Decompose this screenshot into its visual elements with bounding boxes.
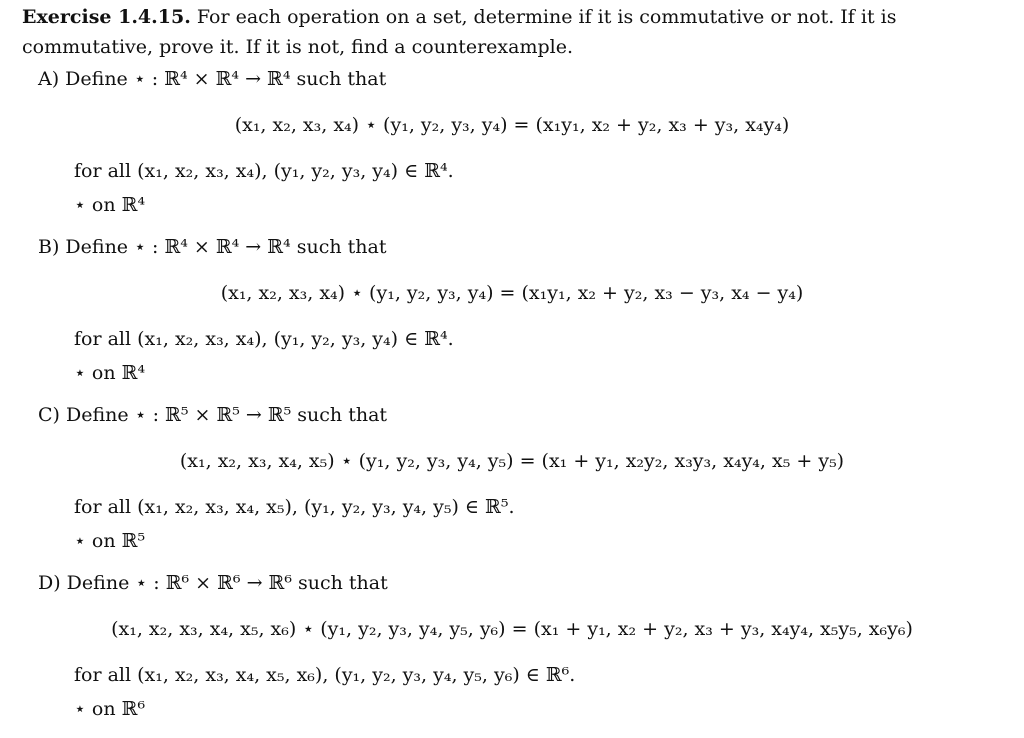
part-a-equation: (x₁, x₂, x₃, x₄) ⋆ (y₁, y₂, y₃, y₄) = (x₁y₁, x₂ + y₂, x₃ + y₃, x₄y₄) [234, 114, 790, 136]
part-d-domain: for all (x₁, x₂, x₃, x₄, x₅, x₆), (y₁, y₂, y₃, y₄, y₅, y₆) ∈ ℝ⁶. [74, 664, 576, 686]
part-c-definition: C) Define ⋆ : ℝ⁵ × ℝ⁵ → ℝ⁵ such that [38, 404, 388, 426]
part-c [0, 402, 1024, 570]
part-b-definition: B) Define ⋆ : ℝ⁴ × ℝ⁴ → ℝ⁴ such that [38, 236, 387, 258]
part-c-domain: for all (x₁, x₂, x₃, x₄, x₅), (y₁, y₂, y₃, y₄, y₅) ∈ ℝ⁵. [74, 496, 515, 518]
part-a-operation-set: ⋆ on ℝ⁴ [74, 194, 146, 216]
part-b-domain: for all (x₁, x₂, x₃, x₄), (y₁, y₂, y₃, y₄) ∈ ℝ⁴. [74, 328, 454, 350]
part-c-operation-set: ⋆ on ℝ⁵ [74, 530, 146, 552]
part-b-equation: (x₁, x₂, x₃, x₄) ⋆ (y₁, y₂, y₃, y₄) = (x₁y₁, x₂ + y₂, x₃ − y₃, x₄ − y₄) [220, 282, 804, 304]
part-c-equation: (x₁, x₂, x₃, x₄, x₅) ⋆ (y₁, y₂, y₃, y₄, y₅) = (x₁ + y₁, x₂y₂, x₃y₃, x₄y₄, x₅ + y₅) [179, 450, 845, 472]
part-d [0, 570, 1024, 738]
part-d-equation: (x₁, x₂, x₃, x₄, x₅, x₆) ⋆ (y₁, y₂, y₃, y₄, y₅, y₆) = (x₁ + y₁, x₂ + y₂, x₃ + y₃, x₄y₄, x₅y₅, x₆y₆) [111, 618, 913, 640]
exercise-intro [22, 2, 1020, 62]
exercise-label: Exercise 1.4.15. [22, 6, 191, 28]
part-a [0, 66, 1024, 234]
part-d-operation-set: ⋆ on ℝ⁶ [74, 698, 146, 720]
part-b-operation-set: ⋆ on ℝ⁴ [74, 362, 146, 384]
part-a-domain: for all (x₁, x₂, x₃, x₄), (y₁, y₂, y₃, y₄) ∈ ℝ⁴. [74, 160, 454, 182]
part-b [0, 234, 1024, 402]
part-d-definition: D) Define ⋆ : ℝ⁶ × ℝ⁶ → ℝ⁶ such that [38, 572, 388, 594]
part-a-definition: A) Define ⋆ : ℝ⁴ × ℝ⁴ → ℝ⁴ such that [38, 68, 387, 90]
exercise-prompt: For each operation on a set, determine if it is commutative or not. If it is commutative, prove it. If it is not, find a counterexample. [22, 6, 897, 58]
